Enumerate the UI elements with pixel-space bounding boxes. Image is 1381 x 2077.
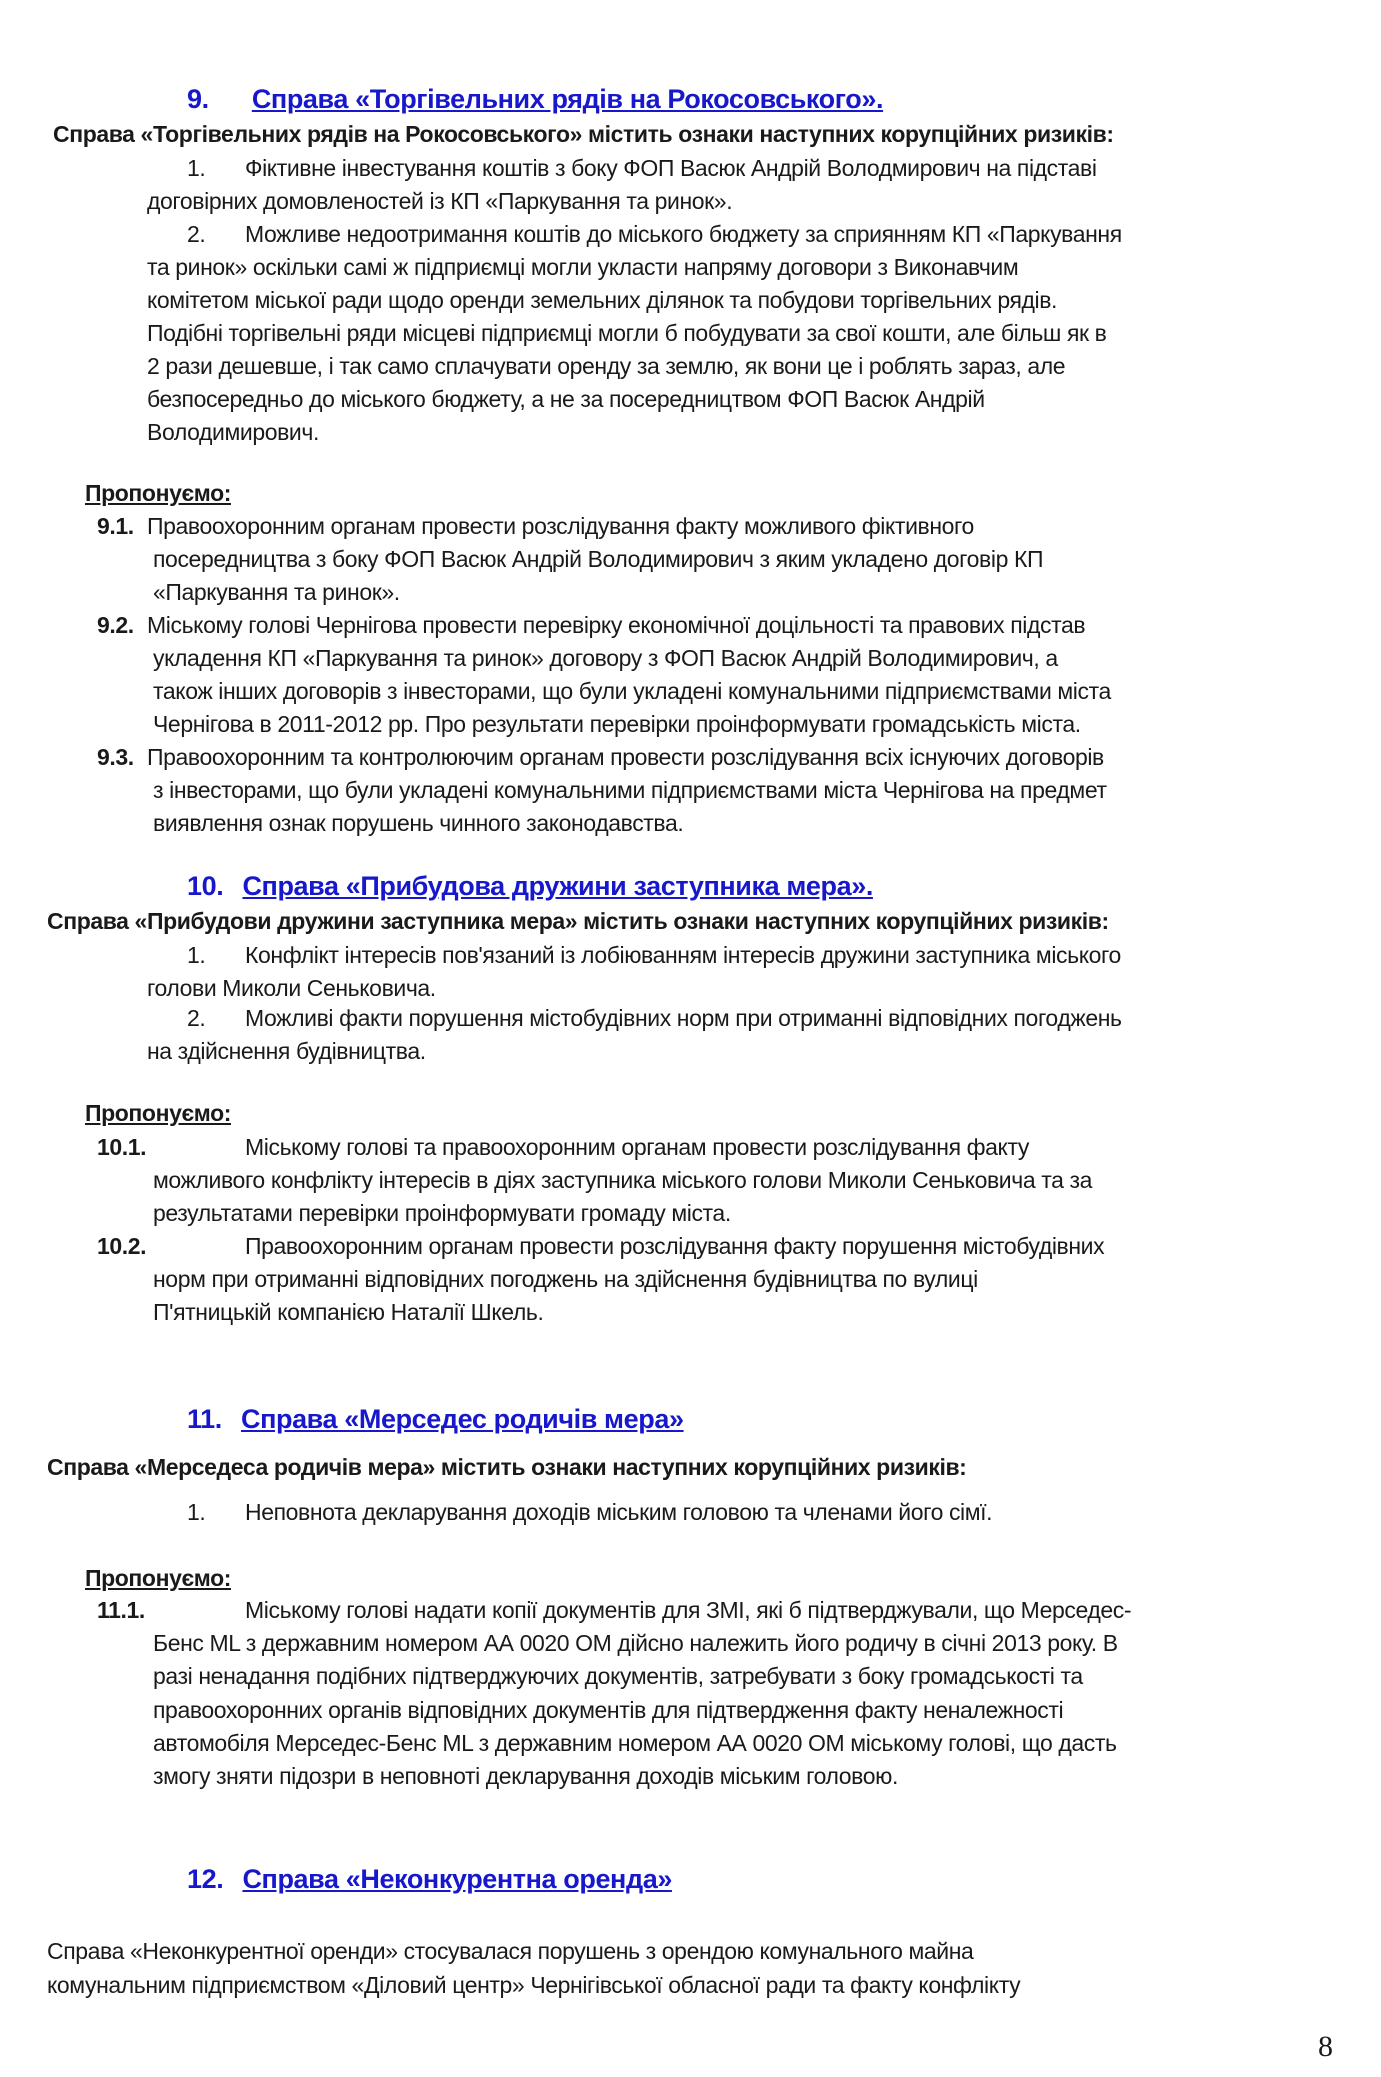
risk-line: Володимирович.	[147, 419, 319, 445]
risk-line: Конфлікт інтересів пов'язаний із лобіюванням інтересів дружини заступника міського	[245, 942, 1121, 968]
proposal-number: 9.1.	[97, 513, 134, 539]
proposal-number: 9.2.	[97, 612, 134, 638]
proposal-line: правоохоронних органів відповідних документів для підтвердження факту неналежності	[153, 1697, 1064, 1723]
risk-line: 2 рази дешевше, і так само сплачувати оренду за землю, як вони це і роблять зараз, але	[147, 353, 1066, 379]
proposal-line: Міському голові Чернігова провести перевірку економічної доцільності та правових підстав	[147, 612, 1086, 638]
risk-line: комітетом міської ради щодо оренди земельних ділянок та побудови торгівельних рядів.	[147, 287, 1058, 313]
section-9-intro: Справа «Торгівельних рядів на Рокосовського» містить ознаки наступних корупційних ризиків:	[53, 121, 1114, 147]
proposal-line: Міському голові та правоохоронним органам провести розслідування факту	[245, 1134, 1029, 1160]
proposal-line: укладення КП «Паркування та ринок» договору з ФОП Васюк Андрій Володимирович, а	[153, 645, 1058, 671]
section-10-number: 10.	[187, 871, 224, 901]
proposal-line: разі ненадання подібних підтверджуючих документів, затребувати з боку громадськості та	[153, 1663, 1083, 1689]
section-10-intro: Справа «Прибудови дружини заступника мера» містить ознаки наступних корупційних ризиків:	[47, 908, 1109, 934]
proposal-number: 10.2.	[97, 1233, 147, 1259]
proposal-number: 11.1.	[97, 1597, 145, 1623]
risk-line: безпосередньо до міського бюджету, а не за посередництвом ФОП Васюк Андрій	[147, 386, 985, 412]
proposal-line: «Паркування та ринок».	[153, 579, 400, 605]
section-10-heading	[187, 869, 873, 903]
risk-number: 1.	[187, 942, 206, 968]
proposal-line: можливого конфлікту інтересів в діях заступника міського голови Миколи Сеньковича та за	[153, 1167, 1093, 1193]
risk-line: та ринок» оскільки самі ж підприємці могли укласти напряму договори з Виконавчим	[147, 254, 1019, 280]
risk-line: голови Миколи Сеньковича.	[147, 975, 436, 1001]
proposal-line: виявлення ознак порушень чинного законодавства.	[153, 810, 684, 836]
proposal-line: Правоохоронним та контролюючим органам провести розслідування всіх існуючих договорів	[147, 744, 1104, 770]
section-12-number: 12.	[187, 1864, 224, 1894]
proposal-line: П'ятницькій компанією Наталії Шкель.	[153, 1299, 544, 1325]
proposal-line: посередництва з боку ФОП Васюк Андрій Володимирович з яким укладено договір КП	[153, 546, 1044, 572]
section-10-title-link[interactable]: Справа «Прибудова дружини заступника мера».	[242, 871, 873, 901]
proposal-line: норм при отриманні відповідних погоджень на здійснення будівництва по вулиці	[153, 1266, 978, 1292]
page-number: 8	[1318, 2030, 1333, 2063]
section-11-heading	[187, 1402, 684, 1436]
risk-number: 2.	[187, 1005, 206, 1031]
proposal-line: Правоохоронним органам провести розслідування факту порушення містобудівних	[245, 1233, 1105, 1259]
risk-number: 2.	[187, 221, 206, 247]
risk-line: Неповнота декларування доходів міським головою та членами його сімї.	[245, 1499, 993, 1525]
proposal-line: результатами перевірки проінформувати громаду міста.	[153, 1200, 731, 1226]
risk-line: Фіктивне інвестування коштів з боку ФОП Васюк Андрій Володмирович на підставі	[245, 155, 1097, 181]
proposal-line: Чернігова в 2011-2012 рр. Про результати перевірки проінформувати громадськість міста.	[153, 711, 1081, 737]
paragraph-line: Справа «Неконкурентної оренди» стосувалася порушень з орендою комунального майна	[47, 1938, 974, 1964]
proposal-line: автомобіля Мерседес-Бенс ML з державним номером АА 0020 ОМ міському голові, що дасть	[153, 1730, 1117, 1756]
section-12-heading	[187, 1862, 672, 1896]
section-11-intro: Справа «Мерседеса родичів мера» містить ознаки наступних корупційних ризиків:	[47, 1454, 967, 1480]
risk-line: договірних домовленостей із КП «Паркування та ринок».	[147, 188, 733, 214]
proposal-line: з інвесторами, що були укладені комунальними підприємствами міста Чернігова на предмет	[153, 777, 1107, 803]
propose-label: Пропонуємо:	[85, 480, 231, 506]
proposal-line: Бенс ML з державним номером АА 0020 ОМ дійсно належить його родичу в січні 2013 року. В	[153, 1630, 1118, 1656]
section-9-title-link[interactable]: Справа «Торгівельних рядів на Рокосовського».	[251, 84, 884, 114]
proposal-number: 9.3.	[97, 744, 134, 770]
risk-number: 1.	[187, 1499, 206, 1525]
proposal-line: також інших договорів з інвесторами, що були укладені комунальними підприємствами міста	[153, 678, 1111, 704]
risk-number: 1.	[187, 155, 206, 181]
proposal-line: змогу зняти підозри в неповноті декларування доходів міським головою.	[153, 1763, 898, 1789]
section-11-number: 11.	[187, 1404, 222, 1434]
risk-line: Подібні торгівельні ряди місцеві підприємці могли б побудувати за свої кошти, але більш як в	[147, 320, 1107, 346]
paragraph-line: комунальним підприємством «Діловий центр» Чернігівської обласної ради та факту конфлікту	[47, 1972, 1021, 1998]
propose-label: Пропонуємо:	[85, 1565, 231, 1591]
section-9-number: 9.	[187, 84, 209, 114]
proposal-number: 10.1.	[97, 1134, 147, 1160]
risk-line: на здійснення будівництва.	[147, 1038, 426, 1064]
proposal-line: Правоохоронним органам провести розслідування факту можливого фіктивного	[147, 513, 974, 539]
risk-line: Можливі факти порушення містобудівних норм при отриманні відповідних погоджень	[245, 1005, 1122, 1031]
risk-line: Можливе недоотримання коштів до міського бюджету за сприянням КП «Паркування	[245, 221, 1122, 247]
propose-label: Пропонуємо:	[85, 1100, 231, 1126]
proposal-line: Міському голові надати копії документів для ЗМІ, які б підтверджували, що Мерседес-	[245, 1597, 1132, 1623]
section-11-title-link[interactable]: Справа «Мерседес родичів мера»	[240, 1404, 684, 1434]
section-9-heading	[187, 82, 883, 116]
section-12-title-link[interactable]: Справа «Неконкурентна оренда»	[242, 1864, 672, 1894]
